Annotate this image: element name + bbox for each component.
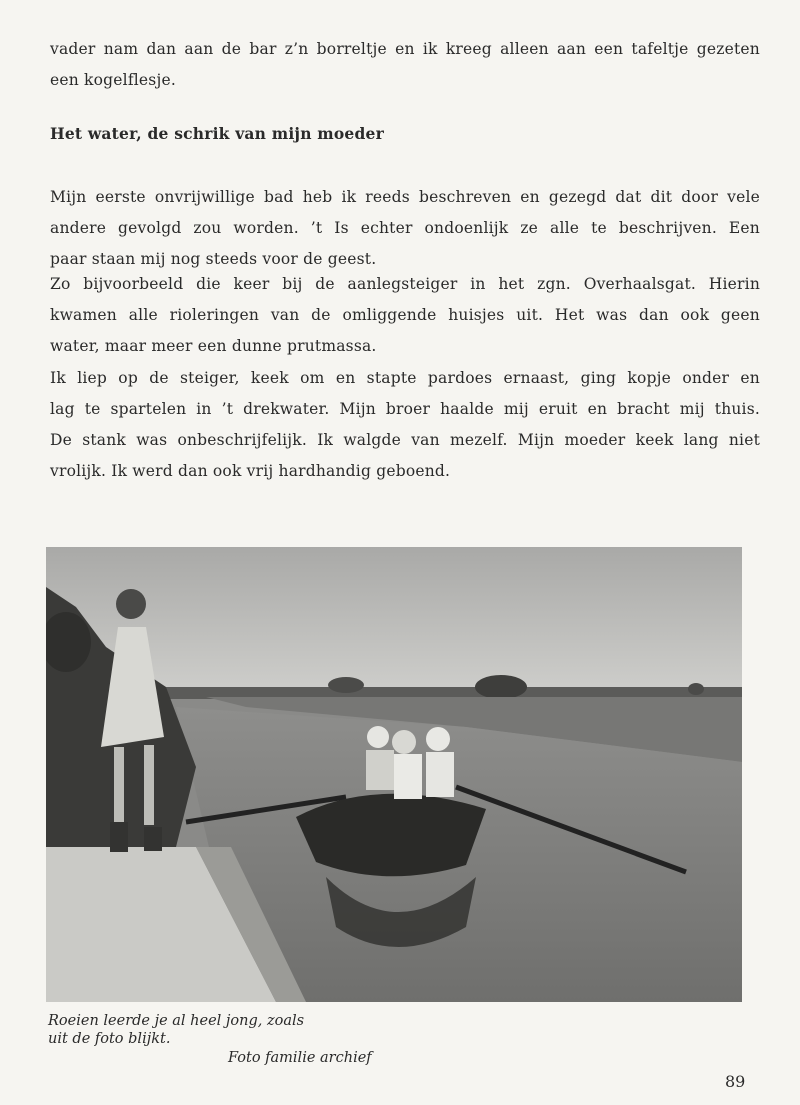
photo-caption-line-1: Roeien leerde je al heel jong, zoals xyxy=(48,1013,305,1029)
text-line: vrolijk. Ik werd dan ook vrij hardhandig geboend. xyxy=(50,462,451,480)
text-line: kwamen alle rioleringen van de omliggende huisjes uit. Het was dan ook geen xyxy=(50,306,760,324)
text-line: vader nam dan aan de bar z’n borreltje en ik kreeg alleen aan een tafeltje gezeten xyxy=(50,40,760,58)
paragraph-2 xyxy=(50,269,760,362)
text-line: Mijn eerste onvrijwillige bad heb ik reeds beschreven en gezegd dat dit door vele xyxy=(50,188,760,206)
text-line: andere gevolgd zou worden. ’t Is echter ondoenlijk ze alle te beschrijven. Een xyxy=(50,219,760,237)
text-line: Ik liep op de steiger, keek om en stapte pardoes ernaast, ging kopje onder en xyxy=(50,369,760,387)
photo-credit: Foto familie archief xyxy=(228,1050,372,1066)
paragraph-1 xyxy=(50,182,760,275)
section-heading: Het water, de schrik van mijn moeder xyxy=(50,124,384,143)
paragraph-top xyxy=(50,34,760,96)
text-line: paar staan mij nog steeds voor de geest. xyxy=(50,250,377,268)
text-line: een kogelflesje. xyxy=(50,71,176,89)
text-line: Zo bijvoorbeeld die keer bij de aanlegsteiger in het zgn. Overhaalsgat. Hierin xyxy=(50,275,760,293)
photo-caption-line-2: uit de foto blijkt. xyxy=(48,1031,171,1047)
text-line: De stank was onbeschrijfelijk. Ik walgde van mezelf. Mijn moeder keek lang niet xyxy=(50,431,760,449)
photo-rowing-boat-illustration xyxy=(46,547,742,1002)
paragraph-3 xyxy=(50,363,760,487)
text-line: water, maar meer een dunne prutmassa. xyxy=(50,337,377,355)
text-line: lag te spartelen in ’t drekwater. Mijn broer haalde mij eruit en bracht mij thuis. xyxy=(50,400,760,418)
page-number: 89 xyxy=(725,1072,746,1091)
family-photo xyxy=(46,547,742,1002)
